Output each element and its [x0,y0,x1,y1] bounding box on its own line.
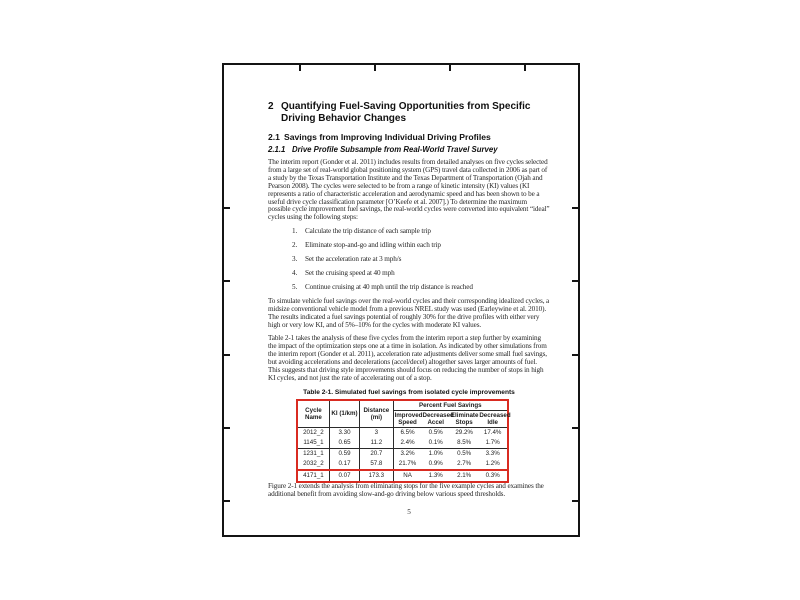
cell-decreased-idle: 17.4% [483,429,502,437]
cell-ki: 0.17 [329,459,359,470]
step-number: 2. [292,241,298,250]
step-item [292,242,550,250]
page-content [224,65,578,535]
step-text: Calculate the trip distance of each sample trip [305,227,431,236]
cell-eliminate-stops: 29.2% [455,429,473,437]
cell-improved-speed: 3.2% [400,450,415,458]
cell-distance: 173.3 [360,470,393,481]
step-text: Set the cruising speed at 40 mph [305,268,395,277]
table-row [298,448,507,459]
table-row [298,427,507,438]
cell-decreased-accel: 1.0% [428,450,443,458]
step-item [292,256,550,264]
cell-decreased-idle: 1.7% [478,438,507,449]
cell-decreased-accel: 0.5% [428,429,443,437]
subsubsection-heading [268,145,550,154]
cell-eliminate-stops: 8.5% [450,438,478,449]
paragraph-intro: The interim report (Gonder et al. 2011) includes results from detailed analyses on five cycles selected from a large set of real-world global positioning system (GPS) travel data collected in 2006 as part of a study by the Texas Transportation Institute and the Texas Department of Transportation (Ojah and Pearson 2008). The cycles were selected to be from a range of kinetic intensity (KI) values (KI represents a ratio of characteristic acceleration and aerodynamic speed and has been shown to be a useful drive cycle classification parameter [O’Keefe et al. 2007].) To determine the maximum possible cycle improvement fuel savings, the real-world cycles were converted into equivalent “ideal” cycles using the following steps: [268,158,550,222]
col-header-improved-speed: Improved Speed [394,411,423,426]
cell-ki: 3.30 [329,427,359,438]
step-list [268,228,550,292]
cell-eliminate-stops: 2.7% [457,460,472,468]
cell-cycle-name: 1145_1 [298,438,329,449]
step-number: 3. [292,255,298,264]
subsubsection-title: Drive Profile Subsample from Real-World Travel Survey [292,145,498,154]
cell-distance: 11.2 [360,438,393,449]
cell-decreased-accel: 0.1% [422,438,450,449]
cell-cycle-name: 2012_2 [298,427,329,438]
cell-ki: 0.07 [329,470,359,481]
cell-distance: 20.7 [360,448,393,459]
section-title: Quantifying Fuel-Saving Opportunities from Specific Driving Behavior Changes [281,101,531,124]
step-item [292,270,550,278]
table-highlight-box [296,399,509,483]
step-number: 5. [292,282,298,291]
section-heading [268,101,550,125]
cell-distance: 3 [360,427,393,438]
cell-ki: 0.59 [329,448,359,459]
cell-improved-speed: NA [393,470,421,481]
paragraph-figure-ref: Figure 2-1 extends the analysis from eliminating stops for the five example cycles and examines the additional benefit from avoiding slow-and-go driving below various speed thresholds. [268,481,544,498]
step-number: 1. [292,227,298,236]
section-number: 2 [268,101,274,112]
cell-ki: 0.65 [329,438,359,449]
cell-improved-speed: 6.5% [400,429,415,437]
col-header-eliminate-stops: Eliminate Stops [450,411,479,426]
cell-decreased-idle: 0.3% [478,470,507,481]
subsection-title: Savings from Improving Individual Driving Profiles [284,132,491,142]
col-header-ki: KI (1/km) [329,401,359,428]
cell-distance: 57.8 [360,459,393,470]
step-item [292,228,550,236]
cell-cycle-name: 1231_1 [298,448,329,459]
step-text: Eliminate stop-and-go and idling within each trip [305,241,441,250]
cell-decreased-idle: 1.2% [485,460,500,468]
table-row [298,459,507,470]
subsection-number: 2.1 [268,132,280,142]
col-header-distance: Distance (mi) [360,401,393,428]
col-header-decreased-idle: Decreased Idle [479,411,511,426]
table-row [298,470,507,481]
cell-eliminate-stops: 0.5% [457,450,472,458]
paragraph-simulation-results: To simulate vehicle fuel savings over the real-world cycles and their corresponding idealized cycles, a midsize conventional vehicle model from a previous NREL study was used (Earleywine et al. 2010). The results indicated a fuel savings potential of roughly 30% for the drive profiles with either very high or very low KI, and of 5%–10% for the cycles with moderate KI values. [268,296,550,329]
page-number: 5 [407,507,411,516]
cell-decreased-idle: 3.3% [485,450,500,458]
cell-decreased-accel: 1.3% [422,470,450,481]
cell-cycle-name: 2032_2 [298,459,329,470]
step-number: 4. [292,268,298,277]
subsection-heading [268,132,550,142]
report-page [222,63,580,537]
fuel-savings-table [298,401,511,481]
step-text: Set the acceleration rate at 3 mph/s [305,255,402,264]
step-item [292,284,550,292]
cell-decreased-accel: 0.9% [428,460,443,468]
cell-improved-speed: 2.4% [393,438,421,449]
col-header-decreased-accel: Decreased Accel [422,411,454,426]
cell-improved-speed: 21.7% [398,460,417,468]
step-text: Continue cruising at 40 mph until the trip distance is reached [305,282,473,291]
subsubsection-number: 2.1.1 [268,145,286,154]
paragraph-table-discussion: Table 2-1 takes the analysis of these five cycles from the interim report a step further by examining the impact of the optimization steps one at a time in isolation. As indicated by other simulations from the interim report (Gonder et al. 2011), acceleration rate adjustments deliver some small fuel savings, but avoiding accelerations and decelerations (accel/decel) altogether saves larger amounts of fuel. This suggests that driving style improvements should focus on reducing the number of stops in high KI cycles, and not just the rate of accelerating out of a stop. [268,334,547,382]
cell-cycle-name: 4171_1 [298,470,329,481]
table-row [298,438,507,449]
table-caption: Table 2-1. Simulated fuel savings from isolated cycle improvements [303,388,515,396]
col-group-header: Percent Fuel Savings [393,401,507,411]
cell-eliminate-stops: 2.1% [450,470,478,481]
col-header-cycle-name: Cycle Name [298,401,329,428]
